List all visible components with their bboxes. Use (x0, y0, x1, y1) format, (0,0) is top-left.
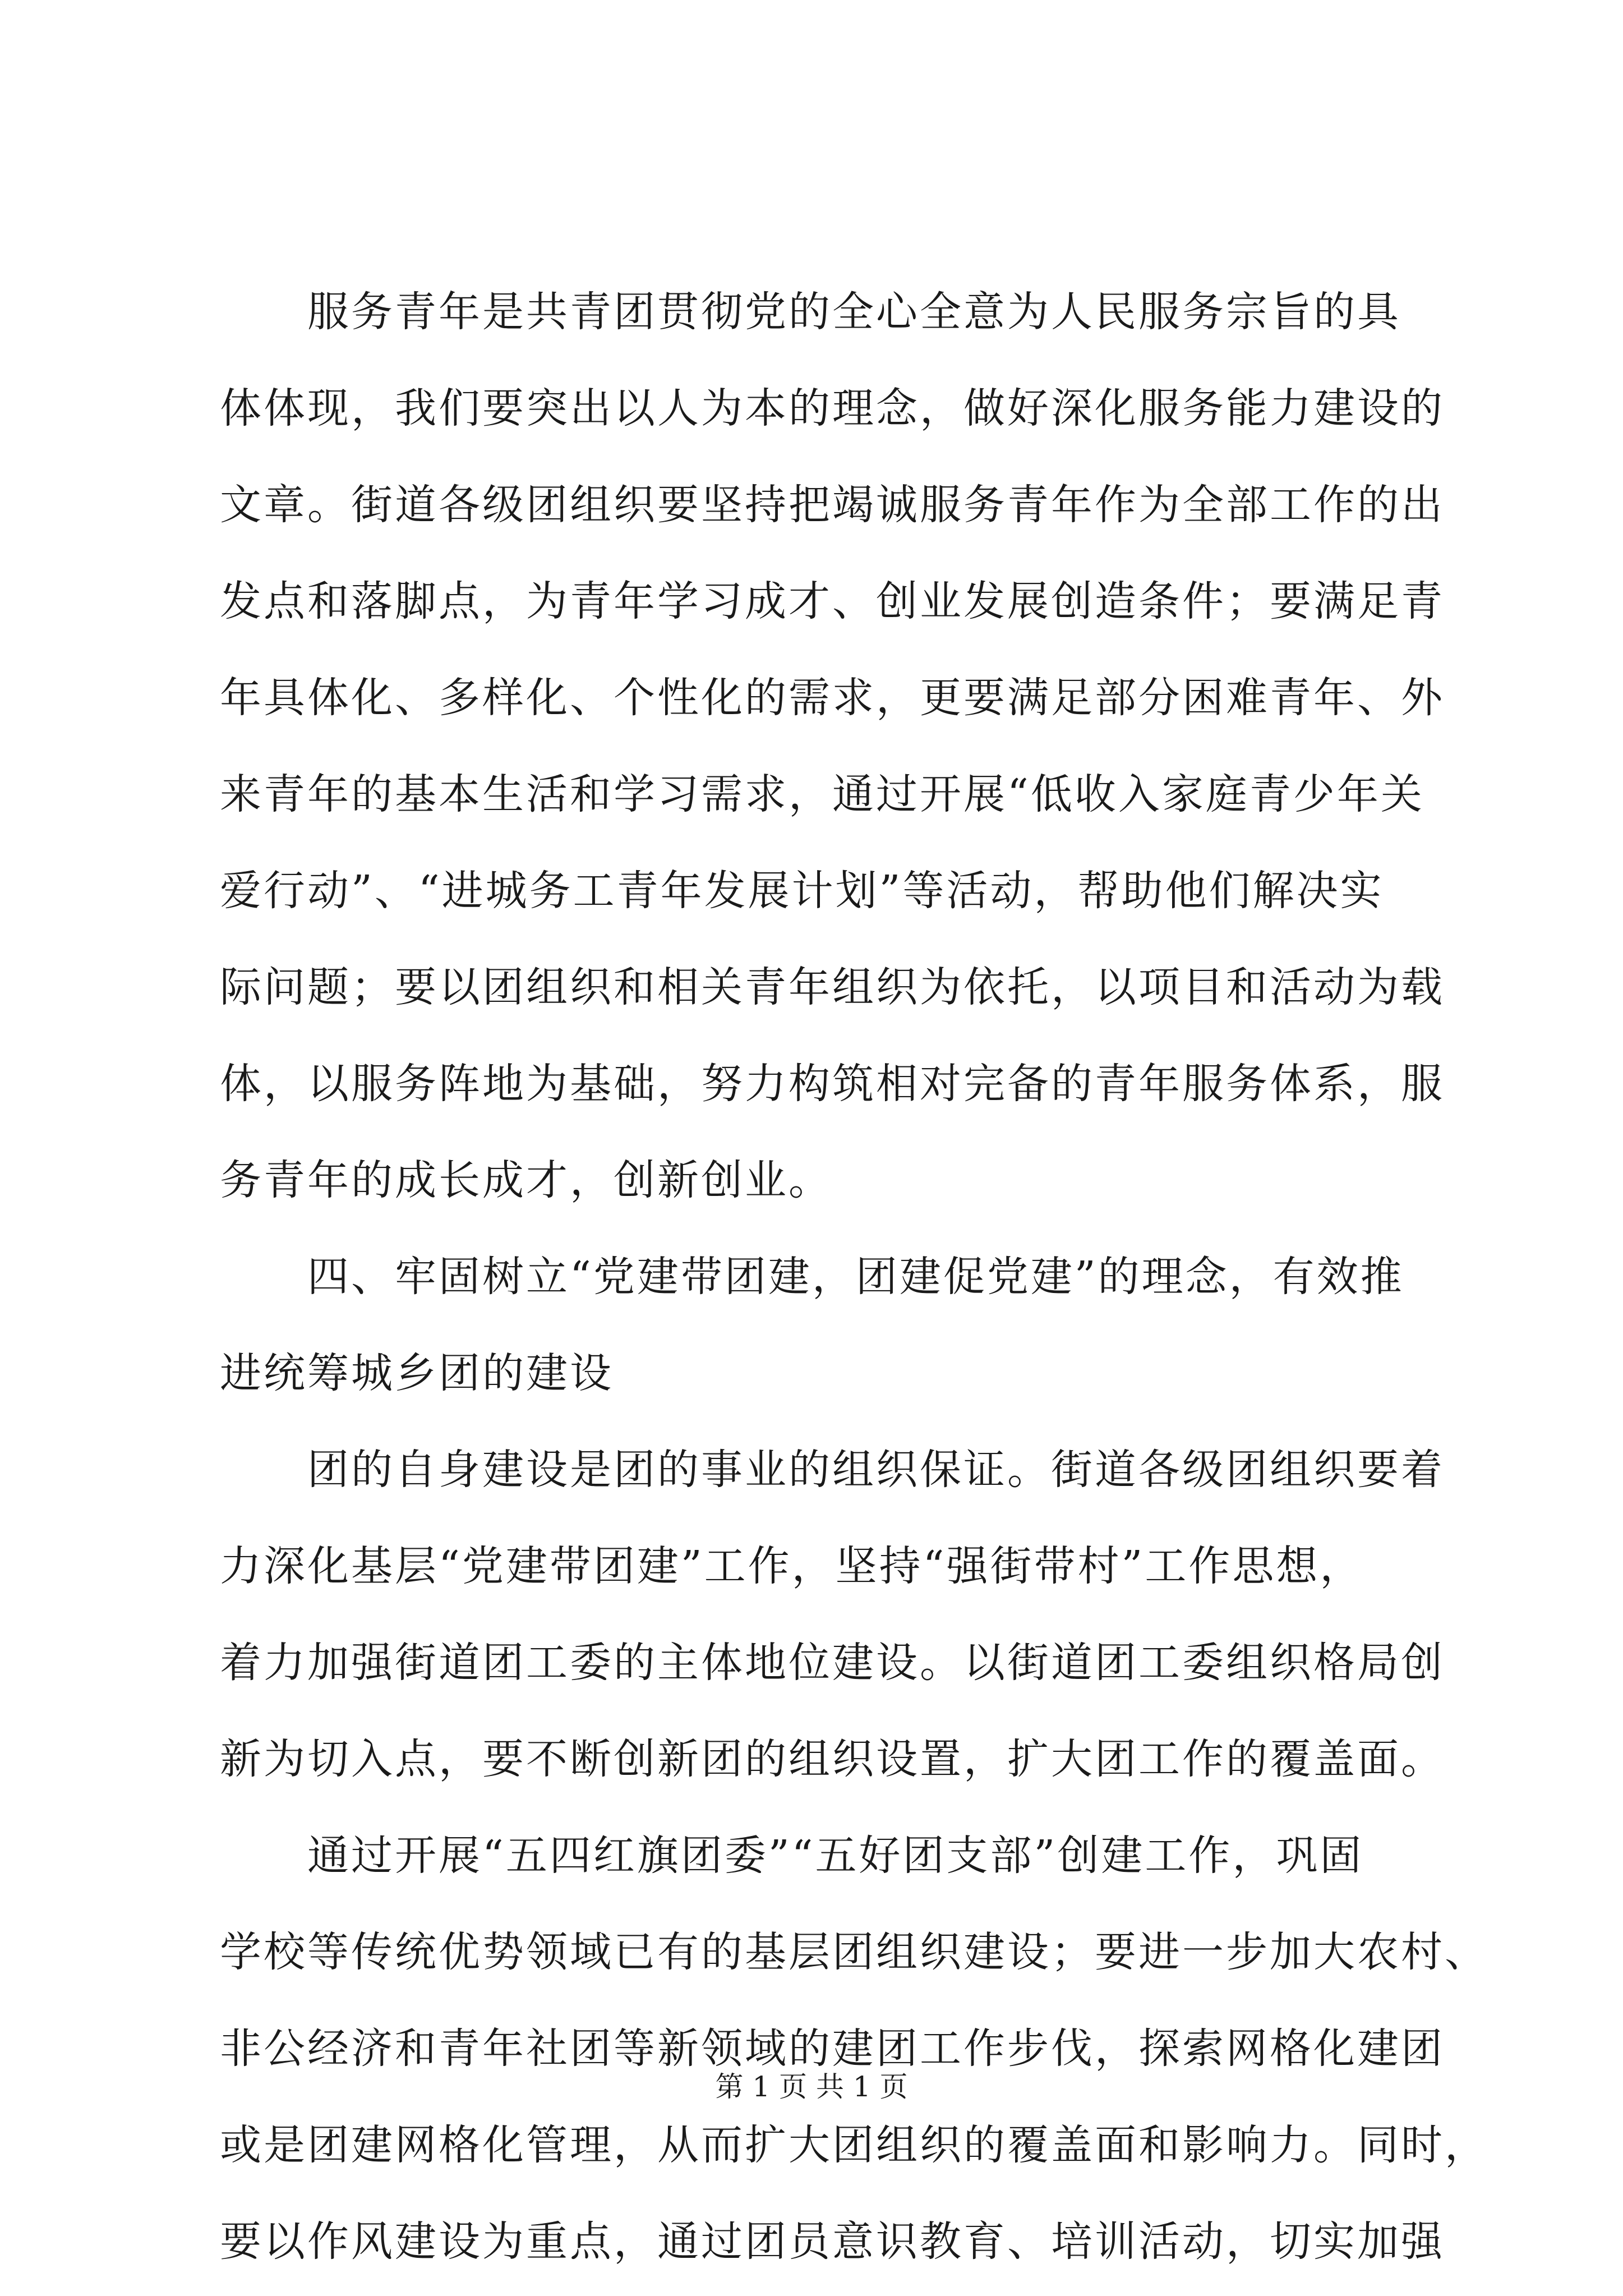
text-line: 非公经济和青年社团等新领域的建团工作步伐，探索网格化建团 (220, 2024, 1445, 2073)
text-line: 务青年的成长成才，创新创业。 (220, 1156, 832, 1204)
text-line: 新为切入点，要不断创新团的组织设置，扩大团工作的覆盖面。 (220, 1735, 1445, 1783)
text-line: 体，以服务阵地为基础，努力构筑相对完备的青年服务体系，服 (220, 1060, 1445, 1108)
document-body (220, 264, 1488, 2290)
text-line: 学校等传统优势领域已有的基层团组织建设；要进一步加大农村、 (220, 1928, 1488, 1976)
section-heading-line: 进统筹城乡团的建设 (220, 1349, 614, 1397)
text-line: 或是团建网格化管理，从而扩大团组织的覆盖面和影响力。同时， (220, 2121, 1488, 2169)
text-line: 体体现，我们要突出以人为本的理念，做好深化服务能力建设的 (220, 384, 1445, 432)
section-heading-line: 四、牢固树立“党建带团建，团建促党建”的理念，有效推 (220, 1253, 1404, 1301)
text-line: 团的自身建设是团的事业的组织保证。街道各级团组织要着 (220, 1446, 1445, 1494)
text-line: 发点和落脚点，为青年学习成才、创业发展创造条件；要满足青 (220, 577, 1445, 625)
text-line: 爱行动”、“进城务工青年发展计划”等活动，帮助他们解决实 (220, 867, 1384, 915)
text-line: 际问题；要以团组织和相关青年组织为依托，以项目和活动为载 (220, 963, 1445, 1011)
text-line: 着力加强街道团工委的主体地位建设。以街道团工委组织格局创 (220, 1639, 1445, 1687)
text-line: 服务青年是共青团贯彻党的全心全意为人民服务宗旨的具 (220, 288, 1401, 336)
text-line: 通过开展“五四红旗团委”“五好团支部”创建工作，巩固 (220, 1832, 1364, 1880)
text-line: 文章。街道各级团组织要坚持把竭诚服务青年作为全部工作的出 (220, 481, 1445, 529)
page-footer: 第 1 页 共 1 页 (715, 2070, 908, 2103)
text-line: 来青年的基本生活和学习需求，通过开展“低收入家庭青少年关 (220, 770, 1424, 818)
text-line: 年具体化、多样化、个性化的需求，更要满足部分困难青年、外 (220, 674, 1445, 722)
text-line: 力深化基层“党建带团建”工作，坚持“强街带村”工作思想， (220, 1542, 1364, 1590)
text-line: 要以作风建设为重点，通过团员意识教育、培训活动，切实加强 (220, 2217, 1445, 2266)
